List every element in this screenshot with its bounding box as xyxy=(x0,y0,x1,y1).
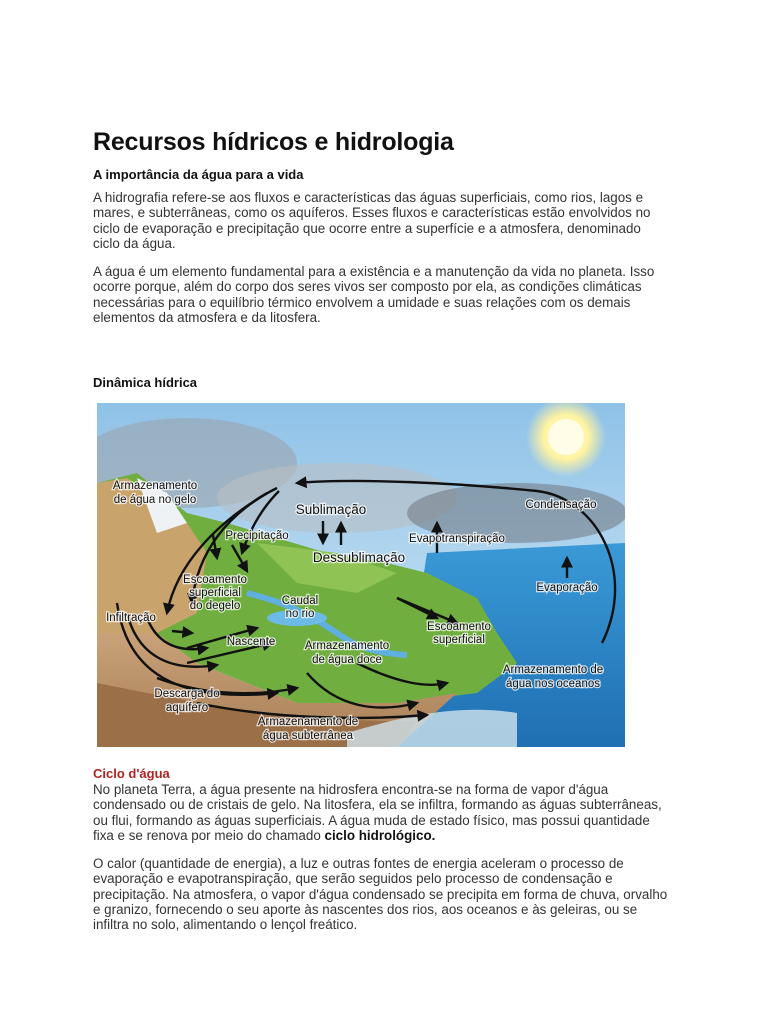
label-armazenamento-subterranea-2: água subterrânea xyxy=(262,730,354,742)
label-armazenamento-doce: Armazenamento xyxy=(304,640,390,652)
label-condensacao: Condensação xyxy=(525,499,597,511)
label-armazenamento-gelo-2: de água no gelo xyxy=(113,494,197,506)
label-escoamento-degelo-2: superficial xyxy=(189,587,241,599)
label-descarga-aquifero-2: aquífero xyxy=(165,702,209,714)
label-sublimacao: Sublimação xyxy=(295,502,367,517)
intro-paragraph-2: A água é um elemento fundamental para a existência e a manutenção da vida no planeta. Isso ocorre porque, além do corpo dos seres vivos ser composto por ela, as condições climáticas necessárias para o equilíbrio térmico envolvem a umidade e suas relações com os demais elementos da atmosfera e da litosfera. xyxy=(93,264,655,325)
page-subtitle: A importância da água para a vida xyxy=(93,167,304,182)
label-descarga-aquifero: Descarga do xyxy=(154,688,220,700)
label-armazenamento-subterranea: Armazenamento de xyxy=(257,716,359,728)
label-dessublimacao: Dessublimação xyxy=(312,550,406,565)
section-title: Dinâmica hídrica xyxy=(93,375,198,390)
label-escoamento-superficial: Escoamento xyxy=(427,621,491,633)
label-evapotranspiracao: Evapotranspiração xyxy=(409,533,505,545)
label-escoamento-degelo: Escoamento xyxy=(183,574,247,586)
ciclo-paragraph-1 xyxy=(93,782,671,843)
label-escoamento-superficial-2: superficial xyxy=(433,634,485,646)
ciclo-paragraph-2: O calor (quantidade de energia), a luz e outras fontes de energia aceleram o processo de evaporação e evapotranspiração, que serão seguidos pelo processo de condensação e precipitação. Na atmosfera, o vapor d'água condensado se precipita em forma de chuva, orvalho e granizo, fornecendo o seu aporte às nascentes dos rios, aos oceanos e às geleiras, ou se infiltra no solo, alimentando o lençol freático. xyxy=(93,856,668,933)
label-caudal-2: no rio xyxy=(285,608,315,620)
label-armazenamento-oceanos-2: água nos oceanos xyxy=(506,678,600,690)
ciclo-paragraph-1-text: No planeta Terra, a água presente na hidrosfera encontra-se na forma de vapor d'água condensado ou de cristais de gelo. Na litosfera, ela se infiltra, formando as águas subterrâneas, ou flui, formando as águas superficiais. A água muda de estado físico, mas possui quantidade fixa e se renova por meio do chamado xyxy=(93,782,662,843)
label-nascente: Nascente xyxy=(226,636,276,648)
label-evaporacao: Evaporação xyxy=(536,582,598,594)
label-escoamento-degelo-3: do degelo xyxy=(189,600,241,612)
label-armazenamento-doce-2: de água doce xyxy=(312,654,382,666)
label-infiltracao: Infiltração xyxy=(106,612,156,624)
label-armazenamento-oceanos: Armazenamento de xyxy=(502,664,604,676)
page-title: Recursos hídricos e hidrologia xyxy=(93,128,454,156)
ciclo-title: Ciclo d'água xyxy=(93,766,170,781)
intro-paragraph-1: A hidrografia refere-se aos fluxos e características das águas superficiais, como rios, lagos e mares, e subterrâneas, como os aquíferos. Esses fluxos e características estão envolvidos no ciclo de evaporação e precipitação que ocorre entre a superfície e a atmosfera, denominado ciclo da água. xyxy=(93,190,651,251)
label-caudal: Caudal xyxy=(281,595,319,607)
label-armazenamento-gelo: Armazenamento xyxy=(112,480,198,492)
label-precipitacao: Precipitação xyxy=(225,530,289,542)
ciclo-hidrologico-bold: ciclo hidrológico. xyxy=(324,827,436,843)
water-cycle-diagram xyxy=(97,403,625,747)
